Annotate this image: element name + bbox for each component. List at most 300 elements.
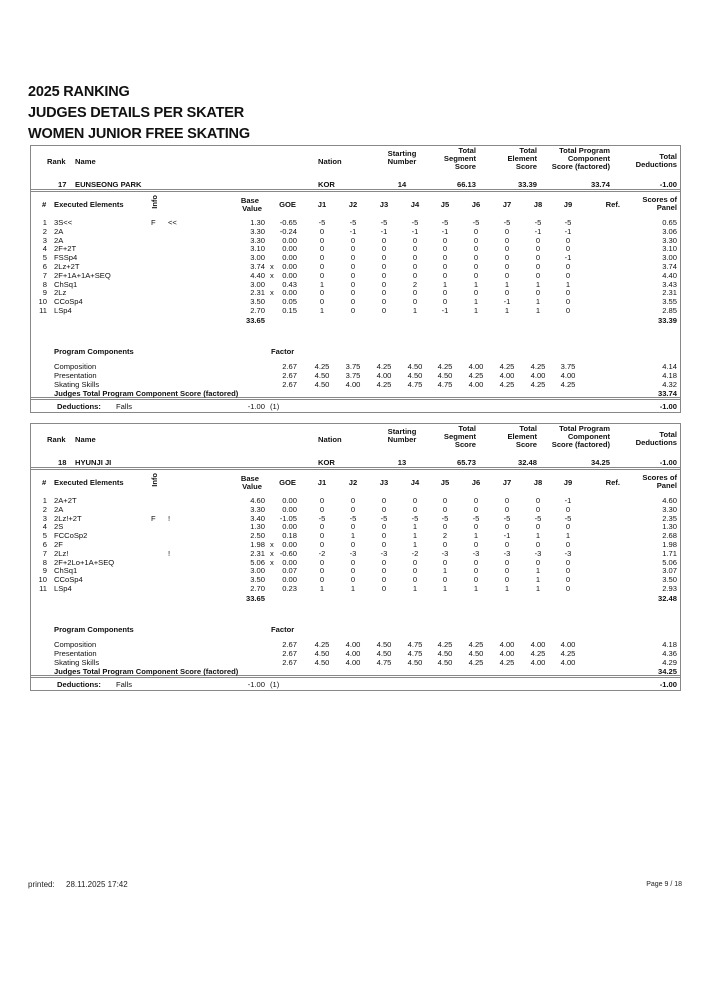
judge-score: 0 bbox=[350, 557, 356, 567]
base-value-label: Value bbox=[242, 204, 262, 213]
judge-score: 0 bbox=[412, 575, 418, 585]
element-name: 2Lz bbox=[54, 288, 67, 298]
judge-score: 0 bbox=[473, 226, 479, 236]
goe-label: GOE bbox=[279, 478, 296, 487]
element-base-value: 4.60 bbox=[250, 496, 265, 505]
element-goe: -0.65 bbox=[279, 218, 297, 227]
judge-score: 0 bbox=[319, 504, 325, 514]
judge-score: 0 bbox=[381, 253, 387, 263]
judge-component-score: 4.00 bbox=[560, 371, 576, 380]
judge-label: J2 bbox=[348, 200, 358, 209]
judge-score: 0 bbox=[319, 262, 325, 271]
factor-label: Factor bbox=[271, 347, 295, 356]
judge-score: 0 bbox=[412, 235, 418, 245]
judge-score: 0 bbox=[473, 496, 479, 505]
judge-label: J6 bbox=[471, 478, 481, 487]
panel-label: Panel bbox=[656, 203, 677, 212]
element-goe: 0.18 bbox=[282, 531, 297, 541]
element-panel-score: 3.74 bbox=[662, 262, 677, 271]
judge-component-score: 4.25 bbox=[499, 380, 515, 389]
element-goe: -0.60 bbox=[279, 548, 297, 558]
judge-score: 0 bbox=[473, 270, 479, 280]
judge-score: 0 bbox=[350, 306, 356, 315]
judge-label: J6 bbox=[471, 200, 481, 209]
skater-name: EUNSEONG PARK bbox=[75, 180, 142, 189]
skater-nation: KOR bbox=[318, 180, 335, 189]
judge-label: J2 bbox=[348, 478, 358, 487]
element-number: 11 bbox=[39, 584, 47, 593]
element-base-value: 3.00 bbox=[250, 253, 265, 263]
element-panel-score: 3.30 bbox=[662, 504, 677, 514]
element-base-value: 1.30 bbox=[250, 522, 265, 532]
element-goe: 0.00 bbox=[282, 244, 297, 254]
component-factor: 2.67 bbox=[282, 649, 297, 658]
element-number: 6 bbox=[42, 262, 47, 271]
judge-component-score: 4.00 bbox=[560, 658, 576, 667]
judge-score: 0 bbox=[381, 504, 387, 514]
element-name: 2S bbox=[54, 522, 64, 532]
element-base-value: 2.70 bbox=[250, 584, 265, 593]
element-number: 10 bbox=[38, 297, 47, 307]
judge-score: 0 bbox=[565, 557, 571, 567]
element-panel-score: 1.30 bbox=[662, 522, 677, 532]
component-factor: 2.67 bbox=[282, 658, 297, 667]
info-label: Info bbox=[150, 473, 159, 487]
judge-score: 0 bbox=[319, 297, 325, 307]
element-panel-score: 3.55 bbox=[662, 297, 677, 307]
judge-score: 0 bbox=[473, 253, 479, 263]
judge-score: 0 bbox=[504, 288, 510, 298]
judge-score: 1 bbox=[412, 522, 418, 532]
judge-component-score: 4.50 bbox=[314, 371, 330, 380]
judge-score: -1 bbox=[564, 226, 572, 236]
judge-score: 0 bbox=[565, 522, 571, 532]
judge-component-score: 4.00 bbox=[560, 640, 576, 649]
judge-score: -1 bbox=[503, 297, 511, 307]
judge-score: 0 bbox=[565, 297, 571, 307]
judge-score: 0 bbox=[381, 531, 387, 541]
name-label: Name bbox=[75, 435, 96, 444]
judge-score: 0 bbox=[350, 297, 356, 307]
judge-score: -1 bbox=[380, 226, 388, 236]
element-name: 2F+2T bbox=[54, 244, 77, 254]
judge-score: -5 bbox=[472, 513, 480, 523]
judge-score: 0 bbox=[535, 522, 541, 532]
element-goe: 0.00 bbox=[282, 496, 297, 505]
element-name: 2Lz! bbox=[54, 548, 69, 558]
judge-score: 0 bbox=[442, 496, 448, 505]
judge-score: -2 bbox=[411, 548, 419, 558]
component-factor: 2.67 bbox=[282, 380, 297, 389]
judge-score: 0 bbox=[319, 226, 325, 236]
judge-component-score: 4.25 bbox=[468, 658, 484, 667]
skater-block bbox=[30, 145, 681, 413]
element-base-value: 3.00 bbox=[250, 279, 265, 289]
element-goe: 0.00 bbox=[282, 270, 297, 280]
judge-label: J1 bbox=[317, 478, 327, 487]
element-base-value: 3.50 bbox=[250, 575, 265, 585]
judge-component-score: 4.50 bbox=[407, 658, 423, 667]
judge-score: 0 bbox=[473, 244, 479, 254]
element-name: 3S<< bbox=[54, 218, 73, 227]
judge-component-score: 4.75 bbox=[437, 380, 453, 389]
judge-score: 0 bbox=[350, 288, 356, 298]
judge-score: 1 bbox=[535, 566, 541, 576]
judge-score: 0 bbox=[381, 279, 387, 289]
judges-total-label: Judges Total Program Component Score (factored) bbox=[54, 667, 239, 676]
element-info: F bbox=[151, 218, 156, 227]
judge-component-score: 4.25 bbox=[376, 362, 392, 371]
judge-score: 0 bbox=[350, 262, 356, 271]
base-value-label: Base bbox=[240, 196, 259, 205]
element-goe: 0.00 bbox=[282, 235, 297, 245]
element-goe: 0.07 bbox=[282, 566, 297, 576]
judge-component-score: 4.00 bbox=[376, 371, 392, 380]
tss-label: Total bbox=[458, 424, 476, 433]
element-goe: 0.00 bbox=[282, 557, 297, 567]
judge-score: 0 bbox=[412, 297, 418, 307]
judge-score: -3 bbox=[349, 548, 357, 558]
pcs-label: Score (factored) bbox=[551, 162, 610, 171]
pcs-label: Score (factored) bbox=[551, 440, 610, 449]
element-base-value: 3.00 bbox=[250, 566, 265, 576]
judge-score: 0 bbox=[565, 262, 571, 271]
judge-component-score: 4.00 bbox=[530, 658, 546, 667]
skater-nation: KOR bbox=[318, 458, 335, 467]
total-element-score: 33.39 bbox=[517, 180, 537, 189]
judge-score: 0 bbox=[535, 270, 541, 280]
judge-score: 0 bbox=[319, 575, 325, 585]
judge-component-score: 4.00 bbox=[345, 658, 361, 667]
component-panel-score: 4.36 bbox=[662, 649, 677, 658]
ref-label: Ref. bbox=[605, 200, 620, 209]
element-name: CCoSp4 bbox=[54, 297, 83, 307]
judge-label: J5 bbox=[440, 478, 450, 487]
judge-score: 0 bbox=[504, 262, 510, 271]
panel-label: Panel bbox=[656, 481, 677, 490]
bonus-marker: x bbox=[270, 270, 274, 280]
judge-score: 0 bbox=[442, 253, 448, 263]
panel-label: Scores of bbox=[642, 473, 677, 482]
judge-score: -5 bbox=[411, 218, 419, 227]
judge-score: 1 bbox=[412, 584, 418, 593]
component-name: Composition bbox=[54, 362, 97, 371]
judge-score: 1 bbox=[504, 279, 510, 289]
judge-score: 0 bbox=[442, 262, 448, 271]
judge-component-score: 4.75 bbox=[407, 649, 423, 658]
skater-rank: 17 bbox=[58, 180, 67, 189]
judge-component-score: 4.75 bbox=[376, 658, 392, 667]
judge-score: -5 bbox=[349, 218, 357, 227]
judge-score: 0 bbox=[535, 496, 541, 505]
component-factor: 2.67 bbox=[282, 371, 297, 380]
base-value-label: Base bbox=[240, 474, 259, 483]
judge-score: 1 bbox=[504, 306, 510, 315]
starting-number: 13 bbox=[397, 458, 407, 467]
deduction-value: -1.00 bbox=[247, 402, 265, 411]
element-name: LSp4 bbox=[54, 306, 72, 315]
element-number: 7 bbox=[42, 548, 47, 558]
element-name: CCoSp4 bbox=[54, 575, 83, 585]
element-base-value: 3.50 bbox=[250, 297, 265, 307]
element-panel-score: 0.65 bbox=[662, 218, 677, 227]
judge-score: 0 bbox=[473, 288, 479, 298]
element-number: 9 bbox=[42, 288, 47, 298]
element-panel-score: 5.06 bbox=[662, 557, 677, 567]
number-label: # bbox=[42, 200, 47, 209]
element-goe: 0.15 bbox=[282, 306, 297, 315]
judge-score: 1 bbox=[319, 279, 325, 289]
judge-score: 0 bbox=[319, 566, 325, 576]
judge-score: -1 bbox=[564, 496, 572, 505]
judge-score: 0 bbox=[504, 244, 510, 254]
judge-score: -1 bbox=[349, 226, 357, 236]
pcs-total: 33.74 bbox=[657, 389, 677, 398]
component-name: Skating Skills bbox=[54, 658, 100, 667]
judge-score: 1 bbox=[473, 279, 479, 289]
printed-label: printed: bbox=[28, 880, 55, 889]
judge-score: 0 bbox=[504, 575, 510, 585]
judge-label: J9 bbox=[563, 200, 573, 209]
judge-score: 0 bbox=[504, 253, 510, 263]
judge-label: J9 bbox=[563, 478, 573, 487]
element-info: F bbox=[151, 513, 156, 523]
total-program-component-score: 34.25 bbox=[590, 458, 610, 467]
component-panel-score: 4.32 bbox=[662, 380, 677, 389]
judge-score: 1 bbox=[442, 566, 448, 576]
total-deductions: -1.00 bbox=[659, 458, 677, 467]
judge-score: 1 bbox=[412, 531, 418, 541]
element-panel-score: 3.50 bbox=[662, 575, 677, 585]
deduction-value: -1.00 bbox=[247, 680, 265, 689]
element-base-value: 1.30 bbox=[250, 218, 265, 227]
element-base-value: 2.50 bbox=[250, 531, 265, 541]
judge-score: 0 bbox=[350, 244, 356, 254]
judge-score: 0 bbox=[565, 270, 571, 280]
element-name: 2A bbox=[54, 226, 64, 236]
deductions-row-label: Deductions: bbox=[57, 402, 101, 411]
judge-label: J3 bbox=[379, 478, 389, 487]
judge-score: 0 bbox=[504, 566, 510, 576]
judge-score: 0 bbox=[350, 270, 356, 280]
element-panel-score: 2.85 bbox=[662, 306, 677, 315]
skater-block bbox=[30, 423, 681, 691]
info-label: Info bbox=[150, 195, 159, 209]
judge-score: 0 bbox=[442, 522, 448, 532]
element-number: 2 bbox=[42, 504, 47, 514]
judge-score: 0 bbox=[565, 288, 571, 298]
judge-score: -1 bbox=[564, 253, 572, 263]
element-name: 2F bbox=[54, 540, 63, 549]
base-value-total: 33.65 bbox=[245, 594, 265, 603]
judge-score: 0 bbox=[319, 496, 325, 505]
pcs-total: 34.25 bbox=[657, 667, 677, 676]
judge-score: 0 bbox=[442, 557, 448, 567]
judge-score: 0 bbox=[504, 270, 510, 280]
judge-score: 0 bbox=[412, 557, 418, 567]
element-number: 7 bbox=[42, 270, 47, 280]
element-number: 11 bbox=[39, 306, 47, 315]
element-number: 9 bbox=[42, 566, 47, 576]
judge-label: J7 bbox=[502, 478, 512, 487]
element-panel-score: 3.06 bbox=[662, 226, 677, 236]
starting-number-label: Number bbox=[387, 435, 417, 444]
judge-score: 0 bbox=[565, 235, 571, 245]
judge-score: 0 bbox=[473, 575, 479, 585]
judge-score: 1 bbox=[535, 531, 541, 541]
starting-number: 14 bbox=[397, 180, 407, 189]
judge-score: 0 bbox=[504, 522, 510, 532]
judge-score: -1 bbox=[411, 226, 419, 236]
judge-score: 0 bbox=[442, 288, 448, 298]
judge-score: 1 bbox=[473, 306, 479, 315]
skater-name: HYUNJI JI bbox=[75, 458, 112, 467]
bonus-marker: x bbox=[270, 540, 274, 549]
tss-label: Total bbox=[458, 146, 476, 155]
judge-component-score: 4.75 bbox=[407, 640, 423, 649]
judge-score: 0 bbox=[473, 540, 479, 549]
judge-score: 0 bbox=[565, 244, 571, 254]
pcs-label: Component bbox=[567, 432, 610, 441]
bonus-marker: x bbox=[270, 557, 274, 567]
judge-score: -3 bbox=[534, 548, 542, 558]
element-goe: 0.00 bbox=[282, 262, 297, 271]
tss-label: Segment bbox=[443, 154, 476, 163]
judge-score: 2 bbox=[412, 279, 418, 289]
element-panel-score: 2.31 bbox=[662, 288, 677, 298]
ref-label: Ref. bbox=[605, 478, 620, 487]
element-panel-score: 2.68 bbox=[662, 531, 677, 541]
judge-component-score: 4.00 bbox=[499, 640, 515, 649]
component-name: Presentation bbox=[54, 649, 97, 658]
judge-component-score: 4.25 bbox=[499, 362, 515, 371]
judge-score: 0 bbox=[442, 504, 448, 514]
tes-label: Element bbox=[507, 154, 537, 163]
judge-score: 0 bbox=[412, 270, 418, 280]
judge-label: J3 bbox=[379, 200, 389, 209]
judge-score: 0 bbox=[319, 270, 325, 280]
element-base-value: 4.40 bbox=[250, 270, 265, 280]
tes-label: Total bbox=[519, 146, 537, 155]
element-number: 1 bbox=[42, 218, 47, 227]
program-components-label: Program Components bbox=[54, 347, 134, 356]
element-base-value: 1.98 bbox=[250, 540, 265, 549]
judge-score: -3 bbox=[472, 548, 480, 558]
element-name: 2Lz+2T bbox=[54, 262, 80, 271]
element-name: 2F+2Lo+1A+SEQ bbox=[54, 557, 115, 567]
tss-label: Score bbox=[454, 162, 476, 171]
judge-score: 0 bbox=[412, 504, 418, 514]
judge-component-score: 4.25 bbox=[530, 362, 546, 371]
judge-score: -1 bbox=[441, 306, 449, 315]
judge-score: 0 bbox=[350, 235, 356, 245]
judge-component-score: 4.50 bbox=[437, 649, 453, 658]
judge-score: 0 bbox=[381, 297, 387, 307]
judge-score: 1 bbox=[412, 540, 418, 549]
element-base-value: 2.31 bbox=[250, 288, 265, 298]
judge-component-score: 4.00 bbox=[345, 649, 361, 658]
tes-label: Score bbox=[515, 440, 537, 449]
judge-component-score: 4.00 bbox=[499, 649, 515, 658]
rank-label: Rank bbox=[47, 435, 66, 444]
judge-score: 0 bbox=[535, 253, 541, 263]
element-number: 3 bbox=[42, 513, 47, 523]
judge-score: 0 bbox=[473, 522, 479, 532]
judge-score: 1 bbox=[535, 297, 541, 307]
element-base-value: 2.70 bbox=[250, 306, 265, 315]
judge-component-score: 4.50 bbox=[376, 640, 392, 649]
deduction-count: (1) bbox=[270, 402, 280, 411]
judge-component-score: 4.25 bbox=[437, 362, 453, 371]
element-number: 2 bbox=[42, 226, 47, 236]
judge-score: 1 bbox=[565, 279, 571, 289]
element-panel-score: 4.60 bbox=[662, 496, 677, 505]
judge-score: -2 bbox=[318, 548, 326, 558]
base-value-label: Value bbox=[242, 482, 262, 491]
deductions-label: Deductions bbox=[635, 160, 677, 169]
component-name: Skating Skills bbox=[54, 380, 100, 389]
event-title: WOMEN JUNIOR FREE SKATING bbox=[28, 126, 250, 142]
element-name: 2A bbox=[54, 504, 64, 514]
judge-score: 0 bbox=[535, 557, 541, 567]
judge-score: -5 bbox=[503, 218, 511, 227]
judge-score: 0 bbox=[381, 262, 387, 271]
judge-score: 1 bbox=[350, 584, 356, 593]
element-panel-score: 1.98 bbox=[662, 540, 677, 549]
nation-label: Nation bbox=[318, 435, 342, 444]
judge-component-score: 4.25 bbox=[560, 380, 576, 389]
element-base-value: 5.06 bbox=[250, 557, 265, 567]
judge-score: 0 bbox=[473, 566, 479, 576]
judge-component-score: 4.50 bbox=[437, 371, 453, 380]
judge-score: 0 bbox=[442, 540, 448, 549]
judge-score: 0 bbox=[504, 496, 510, 505]
judge-score: 0 bbox=[473, 557, 479, 567]
component-panel-score: 4.29 bbox=[662, 658, 677, 667]
element-goe: 0.00 bbox=[282, 540, 297, 549]
element-number: 3 bbox=[42, 235, 47, 245]
element-name: LSp4 bbox=[54, 584, 72, 593]
element-panel-score: 4.40 bbox=[662, 270, 677, 280]
element-base-value: 3.74 bbox=[250, 262, 265, 271]
judge-score: 1 bbox=[535, 279, 541, 289]
element-number: 5 bbox=[42, 531, 47, 541]
judge-component-score: 4.25 bbox=[530, 649, 546, 658]
element-name: 2F+1A+1A+SEQ bbox=[54, 270, 111, 280]
total-segment-score: 66.13 bbox=[456, 180, 476, 189]
judge-component-score: 4.25 bbox=[530, 380, 546, 389]
tss-label: Segment bbox=[443, 432, 476, 441]
element-goe: -0.24 bbox=[279, 226, 297, 236]
judge-score: 0 bbox=[319, 531, 325, 541]
page-number: Page 9 / 18 bbox=[646, 881, 682, 888]
judge-score: -5 bbox=[380, 218, 388, 227]
judge-score: 0 bbox=[473, 235, 479, 245]
judge-component-score: 4.50 bbox=[437, 658, 453, 667]
skater-rank: 18 bbox=[58, 458, 67, 467]
pcs-label: Total Program bbox=[559, 424, 610, 433]
judge-score: 0 bbox=[319, 557, 325, 567]
judge-label: J5 bbox=[440, 200, 450, 209]
judge-component-score: 4.25 bbox=[499, 658, 515, 667]
element-goe: 0.00 bbox=[282, 253, 297, 263]
judge-score: 0 bbox=[442, 270, 448, 280]
component-factor: 2.67 bbox=[282, 362, 297, 371]
tes-label: Element bbox=[507, 432, 537, 441]
judge-score: 0 bbox=[319, 235, 325, 245]
judge-score: 0 bbox=[350, 496, 356, 505]
component-factor: 2.67 bbox=[282, 640, 297, 649]
